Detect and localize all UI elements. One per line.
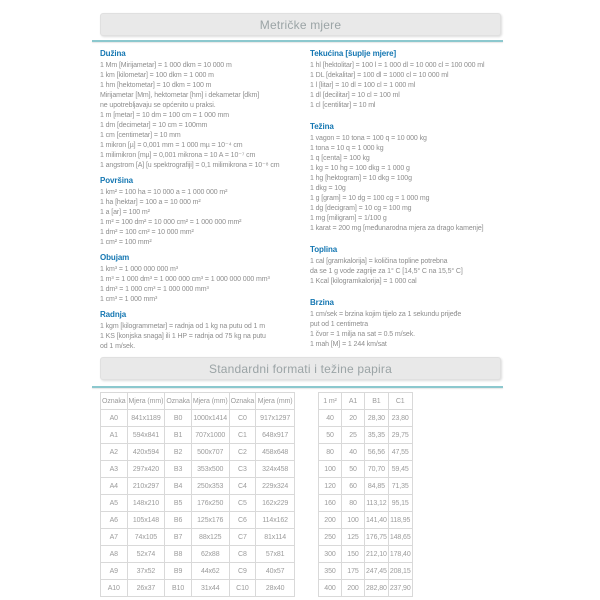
- table-cell: 44x62: [191, 563, 229, 580]
- paper-header-rule: [92, 386, 503, 388]
- conversion-line: 1 ha [hektar] = 100 a = 10 000 m²: [100, 199, 201, 206]
- table-cell: 23,80: [388, 410, 412, 427]
- table-cell: 707x1000: [191, 427, 229, 444]
- column-header: Oznaka: [229, 393, 256, 410]
- table-cell: 114x162: [256, 512, 295, 529]
- table-cell: B0: [165, 410, 192, 427]
- metric-section: [100, 49, 308, 171]
- table-cell: 120: [319, 478, 342, 495]
- conversion-line: 1 km³ = 1 000 000 000 m³: [100, 266, 178, 273]
- table-cell: 40x57: [256, 563, 295, 580]
- metric-section: [100, 253, 308, 305]
- table-row: [101, 546, 295, 563]
- table-cell: 160: [319, 495, 342, 512]
- metric-header-rule: [92, 40, 503, 42]
- table-cell: 300: [319, 546, 342, 563]
- table-cell: B2: [165, 444, 192, 461]
- table-row: [101, 444, 295, 461]
- conversion-line: 1 Mm [Mirijametar] = 1 000 dkm = 10 000 m: [100, 62, 232, 69]
- table-cell: 100: [319, 461, 342, 478]
- metric-section-title: Metričke mjere: [259, 17, 342, 32]
- table-cell: 118,95: [388, 512, 412, 529]
- table-cell: 95,15: [388, 495, 412, 512]
- conversion-line: 1 DL [dekalitar] = 100 dl = 1000 cl = 10 000 ml: [310, 72, 449, 79]
- table-cell: 250: [319, 529, 342, 546]
- table-cell: 28x40: [256, 580, 295, 597]
- table-cell: 81x114: [256, 529, 295, 546]
- conversion-line: 1 cm [centimetar] = 10 mm: [100, 132, 181, 139]
- table-cell: 353x500: [191, 461, 229, 478]
- table-cell: 80: [342, 495, 365, 512]
- conversion-line: 1 l [litar] = 10 dl = 100 cl = 1 000 ml: [310, 82, 416, 89]
- table-cell: C8: [229, 546, 256, 563]
- table-cell: C4: [229, 478, 256, 495]
- table-cell: B4: [165, 478, 192, 495]
- table-cell: 210x297: [127, 478, 165, 495]
- table-cell: A5: [101, 495, 128, 512]
- conversion-line: put od 1 centimetra: [310, 321, 369, 328]
- table-cell: 458x648: [256, 444, 295, 461]
- conversion-line: 1 cm² = 100 mm²: [100, 239, 152, 246]
- conversion-line: 1 hm [hektometar] = 10 dkm = 100 m: [100, 82, 212, 89]
- table-row: [319, 563, 413, 580]
- table-cell: B6: [165, 512, 192, 529]
- conversion-line: 1 dl [decilitar] = 10 cl = 100 ml: [310, 92, 400, 99]
- table-cell: 176x250: [191, 495, 229, 512]
- conversion-line: 1 cm/sek = brzina kojim tijelo za 1 sekundu prijeđe: [310, 311, 462, 318]
- metric-section: [310, 122, 508, 234]
- table-cell: 350: [319, 563, 342, 580]
- table-row: [101, 495, 295, 512]
- table-cell: 917x1297: [256, 410, 295, 427]
- paper-formats-table: [100, 392, 295, 597]
- column-header: Oznaka: [165, 393, 192, 410]
- table-row: [319, 495, 413, 512]
- table-cell: 71,35: [388, 478, 412, 495]
- conversion-line: 1 vagon = 10 tona = 100 q = 10 000 kg: [310, 135, 427, 142]
- table-cell: 100: [342, 512, 365, 529]
- table-cell: C2: [229, 444, 256, 461]
- conversion-line: 1 q [centa] = 100 kg: [310, 155, 370, 162]
- table-row: [319, 546, 413, 563]
- table-cell: 175: [342, 563, 365, 580]
- table-row: [319, 478, 413, 495]
- table-row: [101, 461, 295, 478]
- table-cell: 212,10: [365, 546, 389, 563]
- table-cell: C9: [229, 563, 256, 580]
- table-cell: A8: [101, 546, 128, 563]
- table-row: [319, 529, 413, 546]
- table-row: [101, 580, 295, 597]
- table-cell: 648x917: [256, 427, 295, 444]
- table-row: [319, 444, 413, 461]
- column-header: A1: [342, 393, 365, 410]
- section-heading: Težina: [310, 122, 334, 131]
- table-cell: 250x353: [191, 478, 229, 495]
- metric-section: [310, 298, 508, 350]
- metric-column-right: [310, 49, 508, 350]
- table-cell: 40: [342, 444, 365, 461]
- table-cell: 148x210: [127, 495, 165, 512]
- table-cell: C5: [229, 495, 256, 512]
- table-cell: 324x458: [256, 461, 295, 478]
- table-cell: 841x1189: [127, 410, 165, 427]
- table-cell: C1: [229, 427, 256, 444]
- table-cell: B9: [165, 563, 192, 580]
- table-cell: 88x125: [191, 529, 229, 546]
- table-cell: 60: [342, 478, 365, 495]
- table-cell: 200: [319, 512, 342, 529]
- table-cell: C6: [229, 512, 256, 529]
- table-cell: A4: [101, 478, 128, 495]
- table-cell: 84,85: [365, 478, 389, 495]
- table-cell: 400: [319, 580, 342, 597]
- metric-section-header: [100, 13, 501, 36]
- table-cell: B3: [165, 461, 192, 478]
- paper-section-title: Standardni formati i težine papira: [209, 361, 392, 376]
- metric-section: [100, 310, 308, 352]
- conversion-line: 1 dm² = 100 cm² = 10 000 mm²: [100, 229, 194, 236]
- conversion-line: 1 m³ = 1 000 dm³ = 1 000 000 cm³ = 1 000 000 000 mm³: [100, 276, 270, 283]
- table-row: [101, 427, 295, 444]
- conversion-line: 1 km² = 100 ha = 10 000 a = 1 000 000 m²: [100, 189, 228, 196]
- table-cell: 20: [342, 410, 365, 427]
- table-cell: C3: [229, 461, 256, 478]
- conversion-line: 1 mah [M] = 1 244 km/sat: [310, 341, 387, 348]
- table-row: [101, 529, 295, 546]
- table-cell: 28,30: [365, 410, 389, 427]
- section-heading: Radnja: [100, 310, 127, 319]
- table-cell: 113,12: [365, 495, 389, 512]
- column-header: Oznaka: [101, 393, 128, 410]
- table-cell: 500x707: [191, 444, 229, 461]
- conversion-line: 1 mg [miligram] = 1/100 g: [310, 215, 387, 222]
- table-cell: 162x229: [256, 495, 295, 512]
- conversion-line: 1 g [gram] = 10 dg = 100 cg = 1 000 mg: [310, 195, 430, 202]
- conversion-line: 1 čvor = 1 milja na sat = 0.5 m/sek.: [310, 331, 415, 338]
- conversion-line: 1 kg = 10 hg = 100 dkg = 1 000 g: [310, 165, 410, 172]
- metric-section: [100, 176, 308, 248]
- conversion-line: Mirijametar [Mm], hektometar [hm] i dekametar [dkm]: [100, 92, 260, 99]
- conversion-line: 1 a [ar] = 100 m²: [100, 209, 150, 216]
- table-cell: 29,75: [388, 427, 412, 444]
- table-cell: C10: [229, 580, 256, 597]
- section-heading: Obujam: [100, 253, 130, 262]
- table-cell: 125x176: [191, 512, 229, 529]
- table-cell: B5: [165, 495, 192, 512]
- conversion-line: 1 KS [konjska snaga] ili 1 HP = radnja od 75 kg na putu: [100, 333, 266, 340]
- table-cell: 200: [342, 580, 365, 597]
- table-cell: A0: [101, 410, 128, 427]
- table-cell: A6: [101, 512, 128, 529]
- column-header: Mjera (mm): [191, 393, 229, 410]
- table-cell: 229x324: [256, 478, 295, 495]
- conversion-line: 1 milimikron [mµ] = 0,001 mikrona = 10 A = 10⁻⁷ cm: [100, 152, 256, 159]
- table-cell: 80: [319, 444, 342, 461]
- conversion-line: 1 cl [centilitar] = 10 ml: [310, 102, 376, 109]
- table-cell: 594x841: [127, 427, 165, 444]
- conversion-line: da se 1 g vode zagrije za 1° C [14,5° C na 15,5° C]: [310, 268, 463, 275]
- table-row: [101, 563, 295, 580]
- table-cell: 176,75: [365, 529, 389, 546]
- table-cell: 282,80: [365, 580, 389, 597]
- table-cell: C7: [229, 529, 256, 546]
- conversion-line: 1 mikron [µ] = 0,001 mm = 1 000 mµ = 10⁻⁴ cm: [100, 142, 243, 149]
- table-cell: 50: [342, 461, 365, 478]
- column-header: 1 m²: [319, 393, 342, 410]
- conversion-line: 1 m² = 100 dm² = 10 000 cm² = 1 000 000 mm²: [100, 219, 242, 226]
- table-row: [319, 580, 413, 597]
- table-cell: 62x88: [191, 546, 229, 563]
- metric-section: [310, 245, 508, 287]
- conversion-line: 1 dm [decimetar] = 10 cm = 100mm: [100, 122, 208, 129]
- section-heading: Površina: [100, 176, 133, 185]
- table-cell: 35,35: [365, 427, 389, 444]
- table-cell: 25: [342, 427, 365, 444]
- table-row: [319, 410, 413, 427]
- conversion-line: 1 hg [hektogram] = 10 dkg = 100g: [310, 175, 412, 182]
- conversion-line: 1 km [kilometar] = 100 dkm = 1 000 m: [100, 72, 214, 79]
- column-header: B1: [365, 393, 389, 410]
- conversion-line: 1 cal [gramkalorija] = količina topline potrebna: [310, 258, 448, 265]
- table-cell: A3: [101, 461, 128, 478]
- table-cell: A9: [101, 563, 128, 580]
- metric-column-left: [100, 49, 308, 352]
- table-cell: 148,65: [388, 529, 412, 546]
- table-cell: 141,40: [365, 512, 389, 529]
- conversion-line: 1 dg [decigram] = 10 cg = 100 mg: [310, 205, 412, 212]
- column-header: Mjera (mm): [127, 393, 165, 410]
- table-cell: A7: [101, 529, 128, 546]
- conversion-line: 1 karat = 200 mg [međunarodna mjera za drago kamenje]: [310, 225, 484, 232]
- table-cell: 74x105: [127, 529, 165, 546]
- table-cell: 178,40: [388, 546, 412, 563]
- table-cell: 208,15: [388, 563, 412, 580]
- table-cell: 70,70: [365, 461, 389, 478]
- table-cell: 26x37: [127, 580, 165, 597]
- table-cell: 247,45: [365, 563, 389, 580]
- conversion-line: 1 m [metar] = 10 dm = 100 cm = 1 000 mm: [100, 112, 229, 119]
- table-cell: B10: [165, 580, 192, 597]
- table-row: [319, 461, 413, 478]
- table-cell: B8: [165, 546, 192, 563]
- table-cell: B7: [165, 529, 192, 546]
- table-cell: 37x52: [127, 563, 165, 580]
- column-header: C1: [388, 393, 412, 410]
- table-cell: 31x44: [191, 580, 229, 597]
- conversion-line: 1 dm³ = 1 000 cm³ = 1 000 000 mm³: [100, 286, 209, 293]
- table-cell: B1: [165, 427, 192, 444]
- conversion-line: ne upotrebljavaju se općenito u praksi.: [100, 102, 216, 109]
- table-header-row: [319, 393, 413, 410]
- table-cell: 47,55: [388, 444, 412, 461]
- conversion-line: 1 hl [hektolitar] = 100 l = 1 000 dl = 10 000 cl = 100 000 ml: [310, 62, 485, 69]
- paper-section-header: [100, 357, 501, 380]
- section-heading: Toplina: [310, 245, 338, 254]
- table-cell: 420x594: [127, 444, 165, 461]
- column-header: Mjera (mm): [256, 393, 295, 410]
- table-row: [319, 512, 413, 529]
- table-row: [101, 410, 295, 427]
- table-cell: 57x81: [256, 546, 295, 563]
- conversion-line: 1 Kcal [kilogramkalorija] = 1 000 cal: [310, 278, 417, 285]
- table-cell: 40: [319, 410, 342, 427]
- table-cell: 52x74: [127, 546, 165, 563]
- table-cell: A10: [101, 580, 128, 597]
- table-cell: A2: [101, 444, 128, 461]
- section-heading: Brzina: [310, 298, 334, 307]
- table-cell: 59,45: [388, 461, 412, 478]
- section-heading: Dužina: [100, 49, 126, 58]
- table-row: [101, 512, 295, 529]
- table-cell: 56,56: [365, 444, 389, 461]
- table-cell: 237,90: [388, 580, 412, 597]
- table-cell: C0: [229, 410, 256, 427]
- section-heading: Tekućina [šuplje mjere]: [310, 49, 397, 58]
- table-header-row: [101, 393, 295, 410]
- table-cell: 105x148: [127, 512, 165, 529]
- conversion-line: od 1 m/sek.: [100, 343, 136, 350]
- table-cell: 150: [342, 546, 365, 563]
- conversion-line: 1 dkg = 10g: [310, 185, 346, 192]
- metric-section: [310, 49, 508, 111]
- table-cell: 50: [319, 427, 342, 444]
- conversion-line: 1 tona = 10 q = 1 000 kg: [310, 145, 384, 152]
- table-row: [101, 478, 295, 495]
- conversion-line: 1 kgm [kilogrammetar] = radnja od 1 kg na putu od 1 m: [100, 323, 265, 330]
- table-cell: 297x420: [127, 461, 165, 478]
- table-cell: A1: [101, 427, 128, 444]
- conversion-line: 1 angstrom [A] [u spektrografiji] = 0,1 milimikrona = 10⁻⁸ cm: [100, 162, 280, 169]
- paper-weights-table: [318, 392, 413, 597]
- table-cell: 125: [342, 529, 365, 546]
- table-row: [319, 427, 413, 444]
- conversion-line: 1 cm³ = 1 000 mm³: [100, 296, 158, 303]
- table-cell: 1000x1414: [191, 410, 229, 427]
